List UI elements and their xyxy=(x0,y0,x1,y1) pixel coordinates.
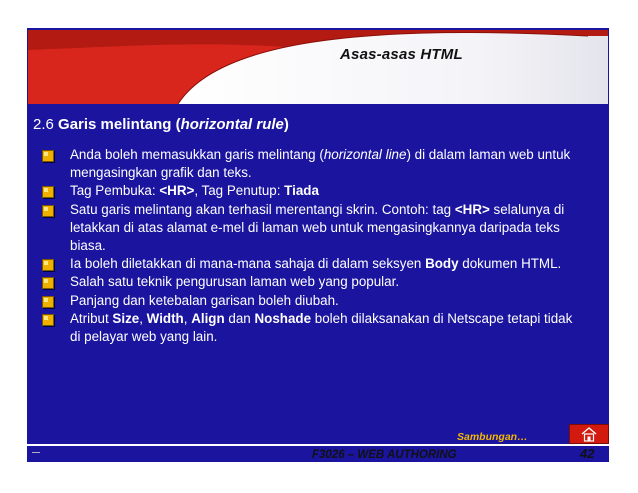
bullet-text-part: Panjang dan ketebalan garisan boleh diubah. xyxy=(70,292,339,308)
bullet-item xyxy=(40,273,580,291)
bullet-text-part: horizontal line xyxy=(323,147,407,162)
bullet-text-part: Align xyxy=(191,310,225,326)
bullet-item xyxy=(40,182,580,200)
section-title-prefix: Garis melintang ( xyxy=(58,116,181,133)
bullet-text-part: ) di dalam laman web untuk mengasingkan grafik dan teks. xyxy=(70,147,571,181)
bullet-item xyxy=(40,146,580,182)
bullet-text-part: dokumen HTML. xyxy=(458,256,562,272)
bullet-marker-icon xyxy=(42,277,54,289)
bullet-text-part: Tag Pembuka: xyxy=(70,183,160,199)
bullet-text-part: Tiada xyxy=(284,183,319,199)
bullet-marker-icon xyxy=(42,186,54,198)
section-title-italic: horizontal rule xyxy=(180,116,284,133)
bullet-text-part: <HR> xyxy=(159,183,195,199)
course-label: F3026 – WEB AUTHORING xyxy=(312,449,457,461)
home-icon xyxy=(581,427,597,442)
footer-divider xyxy=(27,444,609,446)
bullet-text-part: , Tag Penutup: xyxy=(194,183,285,199)
bullet-item xyxy=(40,201,580,256)
bullet-list xyxy=(40,146,580,346)
section-title-suffix: ) xyxy=(283,116,289,133)
bullet-text-part: Satu garis melintang akan terhasil merentangi skrin. Contoh: tag xyxy=(70,201,455,217)
bullet-item xyxy=(40,310,580,346)
header-banner xyxy=(28,30,608,104)
section-heading xyxy=(33,116,289,133)
bullet-text-part: Noshade xyxy=(254,310,312,326)
bullet-item xyxy=(40,255,580,273)
bullet-marker-icon xyxy=(42,205,54,217)
bullet-text-part: , xyxy=(183,310,192,326)
bullet-text-part: Width xyxy=(146,310,184,326)
bullet-text-part: <HR> xyxy=(454,201,490,217)
bullet-text-part: Body xyxy=(425,256,459,272)
bullet-marker-icon xyxy=(42,150,54,162)
bullet-text-part: Ia boleh diletakkan di mana-mana sahaja di dalam seksyen xyxy=(70,256,426,272)
bullet-text-part: Salah satu teknik pengurusan laman web yang popular. xyxy=(70,274,400,290)
bullet-text-part: selalunya di letakkan di atas alamat e-mel di laman web untuk mengasingkannya daripada teks biasa. xyxy=(70,201,565,254)
header-title: Asas-asas HTML xyxy=(340,46,463,63)
bullet-text-part: dan xyxy=(224,310,255,326)
footer-mark xyxy=(32,452,40,453)
bullet-text-part: Atribut xyxy=(70,310,113,326)
bullet-text-part: Size xyxy=(112,310,140,326)
bullet-marker-icon xyxy=(42,314,54,326)
section-number: 2.6 xyxy=(33,116,54,133)
bullet-text-part: , xyxy=(139,310,147,326)
header-swoosh xyxy=(28,30,608,104)
bullet-text-part: Anda boleh memasukkan garis melintang ( xyxy=(70,147,324,162)
bullet-marker-icon xyxy=(42,296,54,308)
bullet-text-part: boleh dilaksanakan di Netscape tetapi tidak di pelayar web yang lain. xyxy=(70,310,573,345)
bullet-item xyxy=(40,292,580,310)
page-number: 42 xyxy=(580,446,595,461)
bullet-marker-icon xyxy=(42,259,54,271)
continue-link[interactable]: Sambungan… xyxy=(457,431,528,443)
home-button[interactable] xyxy=(569,424,609,444)
